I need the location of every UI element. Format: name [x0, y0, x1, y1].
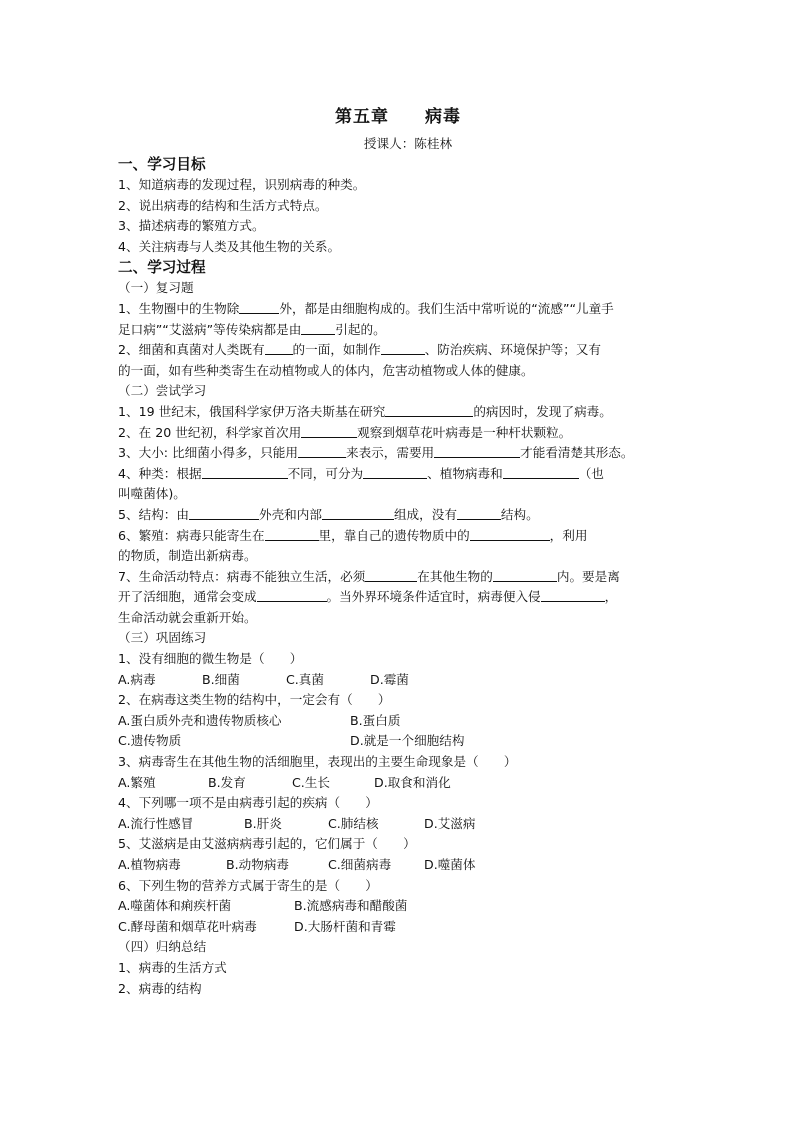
answer-blank[interactable]	[365, 568, 417, 582]
try-question-2: 2、在 20 世纪初，科学家首次用 观察到烟草花叶病毒是一种杆状颗粒。	[118, 424, 572, 440]
option-d[interactable]: D.就是一个细胞结构	[350, 733, 465, 749]
answer-blank[interactable]	[385, 403, 473, 417]
answer-blank[interactable]	[189, 506, 259, 520]
try-question-7-cont: 开了活细胞，通常会变成 。当外界环境条件适宜时，病毒便入侵 ，	[118, 589, 618, 605]
answer-blank[interactable]	[363, 465, 427, 479]
answer-blank[interactable]	[298, 444, 346, 458]
answer-blank[interactable]	[457, 506, 501, 520]
practice-options-4	[118, 814, 678, 835]
option-b[interactable]: B.流感病毒和醋酸菌	[294, 898, 408, 914]
subsection-heading-practice: （三）巩固练习	[118, 630, 207, 646]
try-question-5: 5、结构：由 外壳和内部 组成，没有 结构。	[118, 506, 539, 522]
goal-item: 3、描述病毒的繁殖方式。	[118, 218, 265, 234]
try-question-3: 3、大小: 比细菌小得多，只能用 来表示，需要用 才能看清楚其形态。	[118, 445, 634, 461]
review-question-2: 2、细菌和真菌对人类既有 的一面，如制作 、防治疾病、环境保护等；又有	[118, 342, 602, 358]
page-title	[118, 104, 678, 130]
answer-blank[interactable]	[239, 300, 279, 314]
practice-question-3: 3、病毒寄生在其他生物的活细胞里，表现出的主要生命现象是（ ）	[118, 754, 517, 770]
option-b[interactable]: B.发育	[208, 774, 246, 790]
try-question-4-cont: 叫噬菌体)。	[118, 486, 186, 502]
answer-blank[interactable]	[470, 527, 550, 541]
practice-question-4: 4、下列哪一项不是由病毒引起的疾病（ ）	[118, 795, 378, 811]
answer-blank[interactable]	[541, 588, 605, 602]
answer-blank[interactable]	[202, 465, 288, 479]
practice-question-2: 2、在病毒这类生物的结构中，一定会有（ ）	[118, 692, 391, 708]
answer-blank[interactable]	[265, 341, 293, 355]
try-question-4: 4、种类：根据 不同，可分为 、植物病毒和 （也	[118, 465, 604, 481]
practice-question-6: 6、下列生物的营养方式属于寄生的是（ ）	[118, 877, 378, 893]
practice-options-6b	[118, 917, 678, 938]
practice-options-1	[118, 670, 678, 691]
chapter-number: 第五章	[335, 107, 389, 127]
subsection-heading-summary: （四）归纳总结	[118, 939, 207, 955]
option-d[interactable]: D.艾滋病	[424, 815, 476, 831]
option-b[interactable]: B.蛋白质	[350, 712, 401, 728]
answer-blank[interactable]	[493, 568, 557, 582]
try-question-7-end: 生命活动就会重新开始。	[118, 609, 257, 625]
subsection-heading-try: （二）尝试学习	[118, 383, 207, 399]
try-question-6-cont: 的物质，制造出新病毒。	[118, 548, 257, 564]
summary-item: 1、病毒的生活方式	[118, 959, 227, 975]
option-d[interactable]: D.大肠杆菌和青霉	[294, 918, 396, 934]
option-c[interactable]: C.生长	[292, 774, 330, 790]
option-c[interactable]: C.肺结核	[328, 815, 379, 831]
summary-item: 2、病毒的结构	[118, 980, 202, 996]
author-line: 授课人：陈桂林	[363, 136, 453, 151]
option-a[interactable]: A.蛋白质外壳和遗传物质核心	[118, 712, 282, 728]
option-a[interactable]: A.病毒	[118, 671, 156, 687]
subsection-heading-review: （一）复习题	[118, 280, 194, 296]
option-d[interactable]: D.取食和消化	[374, 774, 451, 790]
option-d[interactable]: D.霉菌	[370, 671, 409, 687]
goal-item: 1、知道病毒的发现过程，识别病毒的种类。	[118, 177, 366, 192]
option-a[interactable]: A.繁殖	[118, 774, 156, 790]
review-question-1-cont: 足口病”“艾滋病”等传染病都是由 引起的。	[118, 321, 386, 337]
option-c[interactable]: C.遗传物质	[118, 733, 182, 749]
option-a[interactable]: A.噬菌体和痢疾杆菌	[118, 898, 232, 914]
practice-options-2b	[118, 731, 678, 752]
goal-item: 4、关注病毒与人类及其他生物的关系。	[118, 238, 341, 254]
review-question-2-cont: 的一面，如有些种类寄生在动植物或人的体内，危害动植物或人体的健康。	[118, 362, 534, 378]
answer-blank[interactable]	[503, 465, 579, 479]
option-c[interactable]: C.酵母菌和烟草花叶病毒	[118, 918, 257, 934]
review-question-1: 1、生物圈中的生物除 外，都是由细胞构成的。我们生活中常听说的“流感”“儿童手	[118, 300, 614, 316]
practice-question-1: 1、没有细胞的微生物是（ ）	[118, 651, 303, 667]
practice-options-6a	[118, 896, 678, 917]
answer-blank[interactable]	[434, 444, 520, 458]
practice-question-5: 5、艾滋病是由艾滋病病毒引起的，它们属于（ ）	[118, 836, 416, 852]
try-question-1: 1、19 世纪末，俄国科学家伊万洛夫斯基在研究 的病因时，发现了病毒。	[118, 403, 612, 419]
option-c[interactable]: C.真菌	[286, 671, 324, 687]
option-c[interactable]: C.细菌病毒	[328, 857, 392, 872]
practice-options-5	[118, 855, 678, 876]
answer-blank[interactable]	[301, 424, 357, 438]
answer-blank[interactable]	[322, 506, 394, 520]
option-a[interactable]: A.植物病毒	[118, 857, 181, 872]
practice-options-2a	[118, 711, 678, 732]
practice-options-3	[118, 773, 678, 794]
chapter-name: 病毒	[425, 107, 461, 127]
section-heading-process: 二、学习过程	[118, 259, 206, 277]
worksheet-page	[118, 104, 678, 999]
answer-blank[interactable]	[265, 527, 319, 541]
option-b[interactable]: B.动物病毒	[226, 857, 290, 872]
try-question-7: 7、生命活动特点：病毒不能独立生活，必须 在其他生物的 内。要是离	[118, 568, 620, 584]
try-question-6: 6、繁殖：病毒只能寄生在 里，靠自己的遗传物质中的 ，利用	[118, 527, 588, 543]
answer-blank[interactable]	[381, 341, 425, 355]
answer-blank[interactable]	[257, 588, 327, 602]
option-b[interactable]: B.肝炎	[244, 815, 282, 831]
option-d[interactable]: D.噬菌体	[424, 857, 476, 872]
section-heading-goals: 一、学习目标	[118, 156, 206, 173]
answer-blank[interactable]	[301, 321, 335, 335]
option-b[interactable]: B.细菌	[202, 671, 240, 687]
goal-item: 2、说出病毒的结构和生活方式特点。	[118, 197, 328, 213]
option-a[interactable]: A.流行性感冒	[118, 815, 194, 831]
